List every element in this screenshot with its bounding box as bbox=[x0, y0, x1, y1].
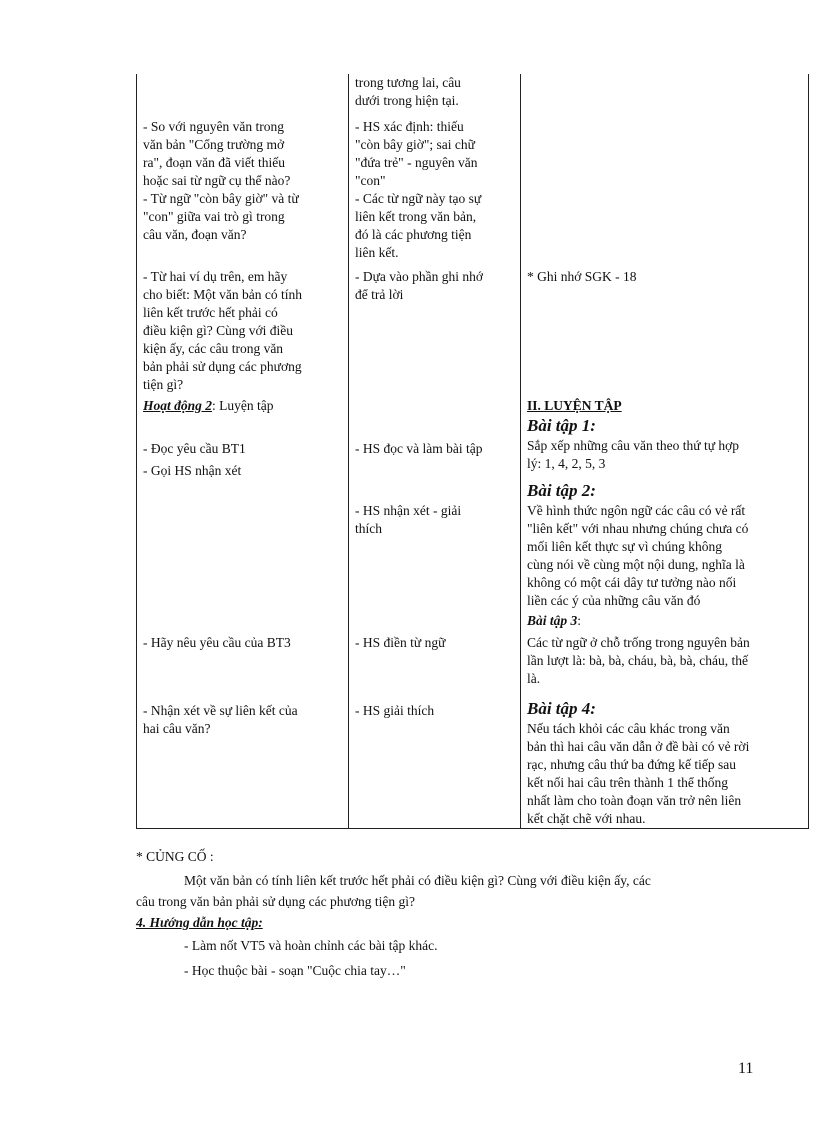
activity-title: : Luyện tập bbox=[212, 398, 274, 413]
student-cell bbox=[349, 688, 521, 829]
student-cell bbox=[349, 415, 521, 480]
cell-text: trong tương lai, câu dưới trong hiện tại. bbox=[355, 75, 461, 108]
cell-text: Nếu tách khỏi các câu khác trong văn bản thì hai câu văn dẫn ở đề bài có vẻ rời rạc, nhưng câu thứ ba đứng kế tiếp sau kết nối hai câu trên thành 1 thể thống nhất làm cho toàn đoạn văn trở nên liên kết chặt chẽ với nhau. bbox=[527, 721, 750, 826]
content-cell bbox=[521, 262, 809, 394]
teacher-cell bbox=[137, 190, 349, 262]
student-cell bbox=[349, 394, 521, 415]
student-cell bbox=[349, 262, 521, 394]
student-cell bbox=[349, 630, 521, 688]
teacher-cell bbox=[137, 415, 349, 480]
huongdan-item: - Làm nốt VT5 và hoàn chỉnh các bài tập khác. bbox=[184, 938, 438, 953]
content-cell bbox=[521, 394, 809, 415]
page-number: 11 bbox=[738, 1060, 754, 1077]
student-cell bbox=[349, 190, 521, 262]
section-heading: II. LUYỆN TẬP bbox=[527, 398, 622, 413]
content-cell bbox=[521, 190, 809, 262]
huongdan-heading: 4. Hướng dẫn học tập: bbox=[136, 915, 263, 930]
student-cell bbox=[349, 480, 521, 630]
table-row bbox=[137, 262, 809, 394]
content-cell bbox=[521, 74, 809, 110]
cell-text: - So với nguyên văn trong văn bản "Cổng trường mở ra", đoạn văn đã viết thiếu hoặc sai từ ngữ cụ thể nào? bbox=[143, 119, 291, 188]
exercise-title: Bài tập 3 bbox=[527, 613, 578, 628]
activity-label: Hoạt động 2 bbox=[143, 398, 213, 413]
teacher-cell bbox=[137, 480, 349, 630]
table-row bbox=[137, 415, 809, 480]
teacher-cell bbox=[137, 630, 349, 688]
huongdan-item: - Học thuộc bài - soạn "Cuộc chia tay…" bbox=[184, 963, 406, 978]
lesson-plan-table bbox=[136, 74, 809, 829]
teacher-cell bbox=[137, 394, 349, 415]
cell-text: Sắp xếp những câu văn theo thứ tự hợp lý: 1, 4, 2, 5, 3 bbox=[527, 438, 740, 471]
table-row bbox=[137, 630, 809, 688]
cell-text: - HS nhận xét - giải thích bbox=[355, 503, 462, 536]
content-cell bbox=[521, 415, 809, 480]
cell-text: - Từ ngữ "còn bây giờ" và từ "con" giữa vai trò gì trong câu văn, đoạn văn? bbox=[143, 191, 299, 242]
student-cell bbox=[349, 110, 521, 190]
cungco-heading: * CỦNG CỐ : bbox=[136, 849, 214, 864]
content-cell bbox=[521, 630, 809, 688]
table-row bbox=[137, 110, 809, 190]
student-cell bbox=[349, 74, 521, 110]
cell-text: Các từ ngữ ở chỗ trống trong nguyên bản lần lượt là: bà, bà, cháu, bà, bà, cháu, thế là. bbox=[527, 635, 750, 686]
cell-text: - HS xác định: thiếu "còn bây giờ"; sai chữ "đứa trẻ" - nguyên văn "con" bbox=[355, 119, 478, 188]
exercise-title: Bài tập 1: bbox=[527, 416, 596, 435]
table-row bbox=[137, 190, 809, 262]
content-cell bbox=[521, 480, 809, 630]
teacher-cell bbox=[137, 74, 349, 110]
exercise-colon: : bbox=[577, 613, 582, 628]
cell-text: - Các từ ngữ này tạo sự liên kết trong văn bản, đó là các phương tiện liên kết. bbox=[355, 191, 482, 260]
table-row bbox=[137, 480, 809, 630]
content-cell bbox=[521, 110, 809, 190]
content-cell bbox=[521, 688, 809, 829]
cell-text: * Ghi nhớ SGK - 18 bbox=[527, 269, 637, 284]
teacher-cell bbox=[137, 110, 349, 190]
teacher-cell bbox=[137, 688, 349, 829]
cell-text: - HS giải thích bbox=[355, 703, 435, 718]
cell-text: - HS điền từ ngữ bbox=[355, 635, 446, 650]
cell-text: - Đọc yêu cầu BT1 bbox=[143, 441, 246, 456]
table-row bbox=[137, 688, 809, 829]
exercise-title: Bài tập 4: bbox=[527, 699, 596, 718]
cungco-text: Một văn bản có tính liên kết trước hết phải có điều kiện gì? Cùng với điều kiện ấy, các câu trong văn bản phải sử dụng các phương tiện gì? bbox=[136, 873, 651, 909]
cell-text: - Dựa vào phần ghi nhớ để trả lời bbox=[355, 269, 484, 302]
teacher-cell bbox=[137, 262, 349, 394]
cell-text: - Nhận xét về sự liên kết của hai câu văn? bbox=[143, 703, 298, 736]
cell-text: - Gọi HS nhận xét bbox=[143, 463, 242, 478]
table-row bbox=[137, 394, 809, 415]
table-row bbox=[137, 74, 809, 110]
cell-text: - HS đọc và làm bài tập bbox=[355, 441, 483, 456]
exercise-title: Bài tập 2: bbox=[527, 481, 596, 500]
cell-text: - Từ hai ví dụ trên, em hãy cho biết: Một văn bản có tính liên kết trước hết phải có điều kiện gì? Cùng với điều kiện ấy, các câu trong văn bản phải sử dụng các phương tiện gì? bbox=[143, 269, 302, 392]
cell-text: - Hãy nêu yêu cầu của BT3 bbox=[143, 635, 291, 650]
cell-text: Về hình thức ngôn ngữ các câu có vẻ rất "liên kết" với nhau nhưng chúng chưa có mối liên kết thực sự vì chúng không cùng nói về cùng một nội dung, nghĩa là không có một cái dây tư tưởng nào nối liền các ý của những câu văn đó bbox=[527, 503, 749, 608]
